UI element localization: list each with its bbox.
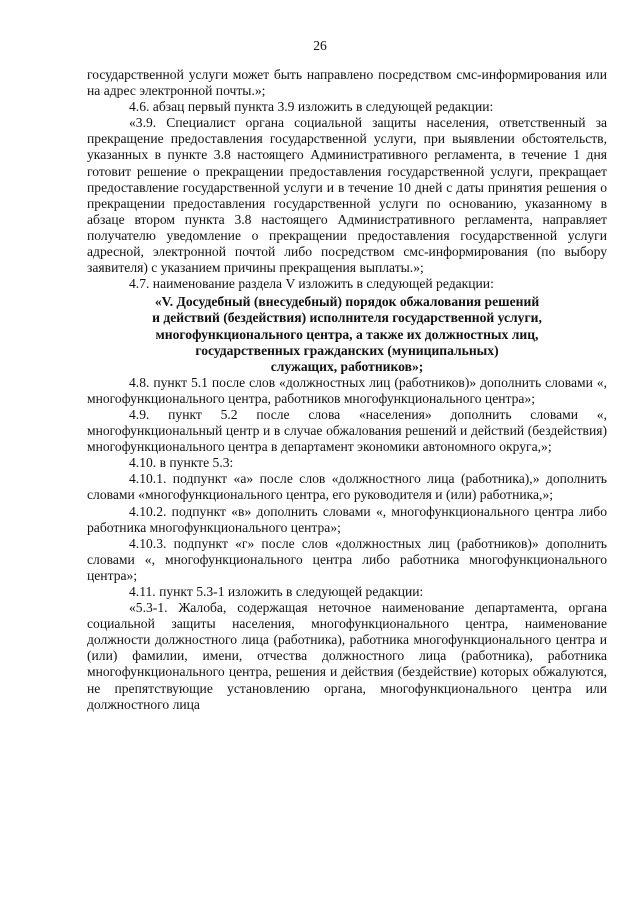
paragraph-4-9: 4.9. пункт 5.2 после слова «населения» дополнить словами «, многофункциональный центр и в случае обжалования решений и действий (бездействия) многофункционального центра в департамент экономики автономного округа,»; xyxy=(87,406,607,455)
section-v-heading xyxy=(87,294,607,374)
heading-line: государственных гражданских (муниципальных) xyxy=(195,342,499,358)
document-body xyxy=(87,67,607,713)
heading-line: служащих, работников»; xyxy=(270,358,424,374)
heading-line: «V. Досудебный (внесудебный) порядок обжалования решений xyxy=(154,294,540,310)
paragraph-4-10-1: 4.10.1. подпункт «а» после слов «должностного лица (работника),» дополнить словами «многофункционального центра, его руководителя и (или) работника,»; xyxy=(87,471,607,503)
paragraph-4-6: 4.6. абзац первый пункта 3.9 изложить в следующей редакции: xyxy=(129,99,494,115)
paragraph-4-10-2: 4.10.2. подпункт «в» дополнить словами «, многофункционального центра либо работника многофункционального центра»; xyxy=(87,503,607,535)
paragraph-continuation: государственной услуги может быть направлено посредством смс-информирования или на адрес электронной почты.»; xyxy=(87,67,607,99)
paragraph-4-11: 4.11. пункт 5.3-1 изложить в следующей редакции: xyxy=(129,584,424,599)
paragraph-3-9: «3.9. Специалист органа социальной защиты населения, ответственный за прекращение предоставления государственной услуги, при выявлении обстоятельств, указанных в пункте 3.8 настоящего Административного регламента, в течение 1 дня готовит решение о прекращении предоставления государственной услуги, прекращает предоставление государственной услуги и в течение 10 дней с даты принятия решения о прекращении предоставления государственной услуги по основанию, указанному в абзаце втором пункта 3.8 настоящего Административного регламента, направляет получателю уведомление о прекращении предоставления государственной услуги адресной, электронной почтой либо посредством смс-информирования (по выбору заявителя) с указанием причины прекращения выплаты.»; xyxy=(87,115,607,276)
heading-line: многофункционального центра, а также их должностных лиц, xyxy=(155,326,539,342)
paragraph-4-8: 4.8. пункт 5.1 после слов «должностных лиц (работников)» дополнить словами «, многофункционального центра, работников многофункционального центра»; xyxy=(87,374,607,406)
heading-line: и действий (бездействия) исполнителя государственной услуги, xyxy=(152,310,542,326)
paragraph-4-7: 4.7. наименование раздела V изложить в следующей редакции: xyxy=(129,276,494,292)
page-number: 26 xyxy=(313,38,327,53)
paragraph-4-10: 4.10. в пункте 5.3: xyxy=(129,455,234,471)
paragraph-5-3-1: «5.3-1. Жалоба, содержащая неточное наименование департамента, органа социальной защиты населения, многофункционального центра, наименование должности должностного лица (работника), работника многофункционального центра и (или) фамилии, имени, отчества должностного лица (работника), работника многофункционального центра, решения и действия (бездействие) которых обжалуются, не препятствующие установлению органа, многофункционального центра или должностного лица xyxy=(87,600,607,712)
paragraph-4-10-3: 4.10.3. подпункт «г» после слов «должностных лиц (работников)» дополнить словами «, многофункционального центра либо работника многофункционального центра»; xyxy=(87,535,607,583)
